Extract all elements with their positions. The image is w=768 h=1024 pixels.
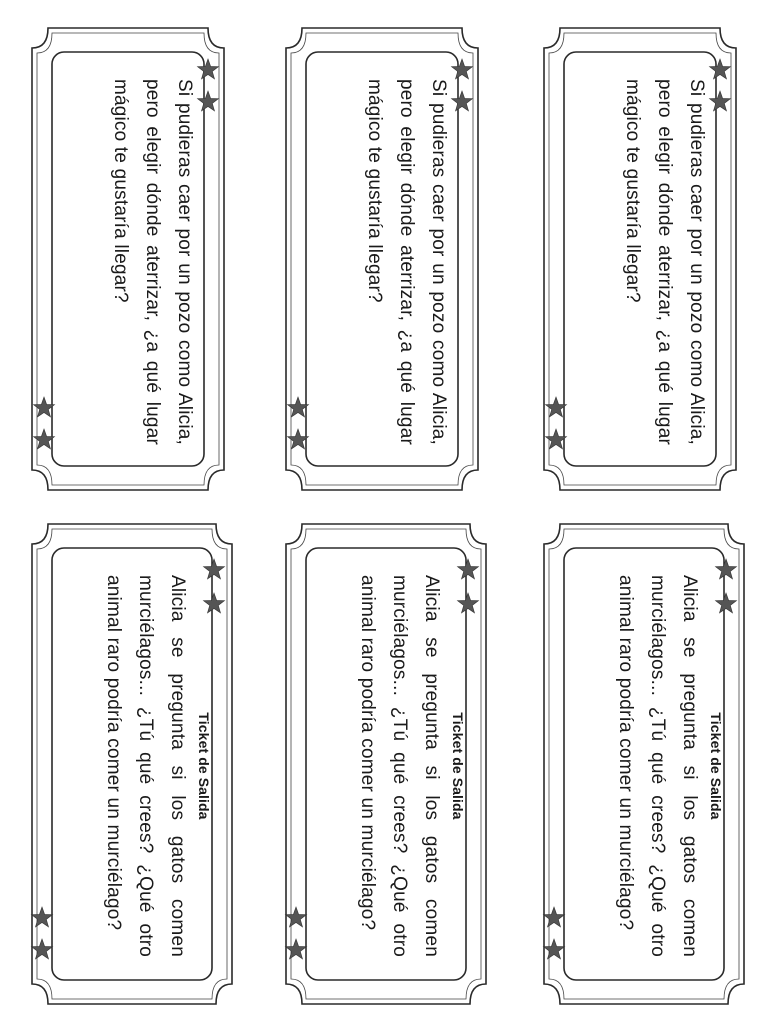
ticket-content — [37, 549, 227, 979]
ticket-bottom-2 — [282, 520, 490, 1008]
ticket-question: Si pudieras caer por un pozo como Alicia, pero elegir dónde aterrizar, ¿a qué lugar mágico te gustaría llegar? — [110, 79, 195, 445]
ticket-content — [292, 53, 472, 465]
ticket-question: Si pudieras caer por un pozo como Alicia, pero elegir dónde aterrizar, ¿a qué lugar mágico te gustaría llegar? — [364, 79, 449, 445]
ticket-title: Ticket de Salida — [450, 712, 466, 820]
ticket-top-1 — [28, 24, 228, 494]
ticket-bottom-3 — [540, 520, 748, 1008]
ticket-content — [550, 53, 730, 465]
ticket-question: Si pudieras caer por un pozo como Alicia, pero elegir dónde aterrizar, ¿a qué lugar mágico te gustaría llegar? — [622, 79, 707, 445]
ticket-content — [549, 549, 739, 979]
ticket-question: Alicia se pregunta si los gatos comen murciélagos... ¿Tú qué crees? ¿Qué otro animal raro podría comer un murciélago? — [357, 575, 442, 957]
ticket-question: Alicia se pregunta si los gatos comen murciélagos... ¿Tú qué crees? ¿Qué otro animal raro podría comer un murciélago? — [615, 575, 700, 957]
ticket-content — [291, 549, 481, 979]
ticket-question: Alicia se pregunta si los gatos comen murciélagos... ¿Tú qué crees? ¿Qué otro animal raro podría comer un murciélago? — [103, 575, 188, 957]
ticket-title: Ticket de Salida — [196, 712, 212, 820]
ticket-title: Ticket de Salida — [708, 712, 724, 820]
ticket-top-2 — [282, 24, 482, 494]
ticket-bottom-1 — [28, 520, 236, 1008]
ticket-content — [38, 53, 218, 465]
ticket-top-3 — [540, 24, 740, 494]
